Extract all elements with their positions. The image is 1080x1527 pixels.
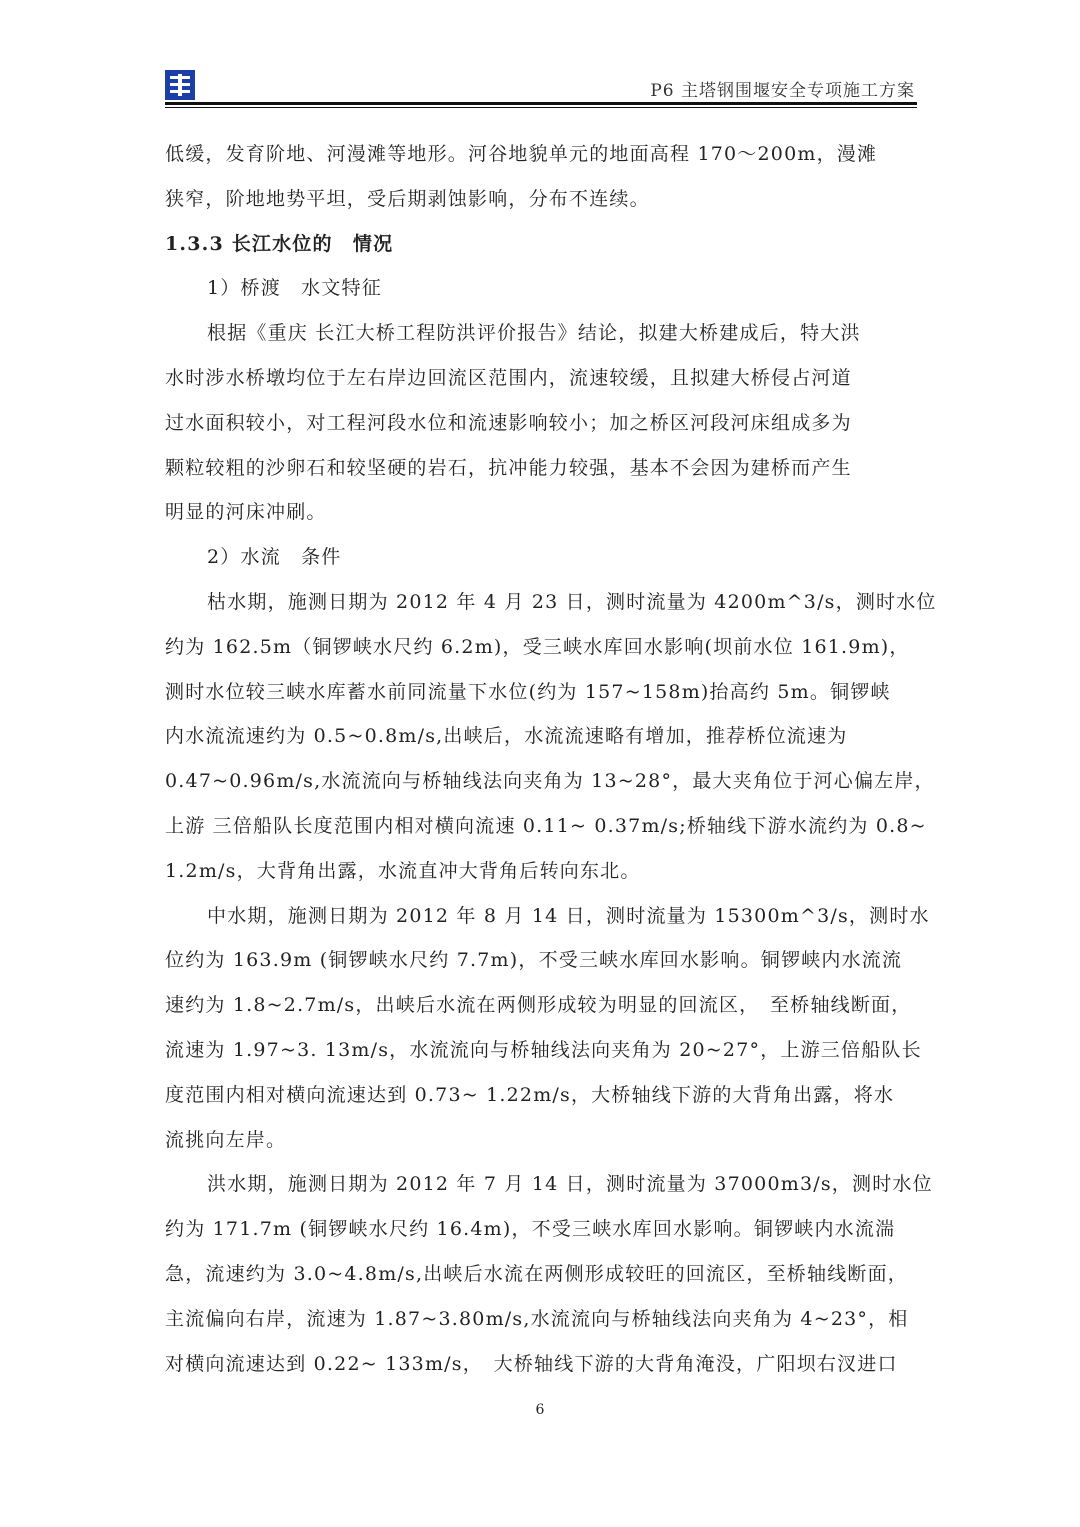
body-line: 洪水期，施测日期为 2012 年 7 月 14 日，测时流量为 37000m3/s，测时水位	[207, 1173, 933, 1196]
company-logo-icon	[165, 70, 195, 100]
body-line: 内水流流速约为 0.5~0.8m/s,出峡后，水流流速略有增加，推荐桥位流速为	[165, 725, 848, 748]
header-title: P6 主塔钢围堰安全专项施工方案	[650, 81, 915, 101]
body-line: 主流偏向右岸，流速为 1.87~3.80m/s,水流流向与桥轴线法向夹角为 4~23°，相	[165, 1307, 909, 1330]
body-line: 狭窄，阶地地势平坦，受后期剥蚀影响，分布不连续。	[165, 187, 650, 210]
body-line: 流速为 1.97~3. 13m/s，水流流向与桥轴线法向夹角为 20~27°，上游三倍船队长	[165, 1038, 922, 1061]
body-line: 流挑向左岸。	[165, 1128, 287, 1151]
body-line: 对横向流速达到 0.22~ 133m/s， 大桥轴线下游的大背角淹没，广阳坝右汊进口	[165, 1352, 898, 1375]
header-rule-thick	[165, 102, 917, 105]
body-line: 枯水期，施测日期为 2012 年 4 月 23 日，测时流量为 4200m^3/s，测时水位	[207, 590, 937, 613]
body-line: 度范围内相对横向流速达到 0.73~ 1.22m/s，大桥轴线下游的大背角出露，将水	[165, 1083, 895, 1106]
body-line: 位约为 163.9m (铜锣峡水尺约 7.7m)，不受三峡水库回水影响。铜锣峡内水流流	[165, 949, 903, 972]
body-line: 中水期，施测日期为 2012 年 8 月 14 日，测时流量为 15300m^3/s，测时水	[207, 904, 930, 927]
body-line: 0.47~0.96m/s,水流流向与桥轴线法向夹角为 13~28°，最大夹角位于河心偏左岸，	[165, 770, 935, 793]
document-body	[165, 132, 937, 1386]
body-line: 测时水位较三峡水库蓄水前同流量下水位(约为 157~158m)抬高约 5m。铜锣峡	[165, 680, 891, 703]
subsection-heading: 2）水流 条件	[207, 546, 342, 569]
body-line: 水时涉水桥墩均位于左右岸边回流区范围内，流速较缓，且拟建大桥侵占河道	[165, 366, 852, 389]
page-header	[165, 70, 917, 106]
subsection-heading: 1）桥渡 水文特征	[207, 277, 382, 300]
body-line: 颗粒较粗的沙卵石和较坚硬的岩石，抗冲能力较强，基本不会因为建桥而产生	[165, 456, 852, 479]
body-line: 低缓，发育阶地、河漫滩等地形。河谷地貌单元的地面高程 170～200m，漫滩	[165, 143, 878, 165]
body-line: 约为 162.5m（铜锣峡水尺约 6.2m)，受三峡水库回水影响(坝前水位 161.9m)，	[165, 635, 910, 658]
body-line: 根据《重庆 长江大桥工程防洪评价报告》结论，拟建大桥建成后，特大洪	[207, 322, 861, 345]
section-heading: 1.3.3 长江水位的 情况	[165, 232, 394, 255]
body-line: 1.2m/s，大背角出露，水流直冲大背角后转向东北。	[165, 859, 641, 882]
body-line: 上游 三倍船队长度范围内相对横向流速 0.11~ 0.37m/s;桥轴线下游水流约为 0.8~	[165, 814, 927, 837]
body-line: 速约为 1.8~2.7m/s，出峡后水流在两侧形成较为明显的回流区， 至桥轴线断面，	[165, 994, 912, 1017]
body-line: 明显的河床冲刷。	[165, 501, 327, 524]
body-line: 约为 171.7m (铜锣峡水尺约 16.4m)，不受三峡水库回水影响。铜锣峡内水流湍	[165, 1218, 896, 1241]
body-line: 急，流速约为 3.0~4.8m/s,出峡后水流在两侧形成较旺的回流区，至桥轴线断面，	[165, 1262, 909, 1285]
body-line: 过水面积较小，对工程河段水位和流速影响较小；加之桥区河段河床组成多为	[165, 411, 852, 434]
header-rule-thin	[165, 107, 917, 108]
page-number: 6	[535, 1402, 545, 1418]
